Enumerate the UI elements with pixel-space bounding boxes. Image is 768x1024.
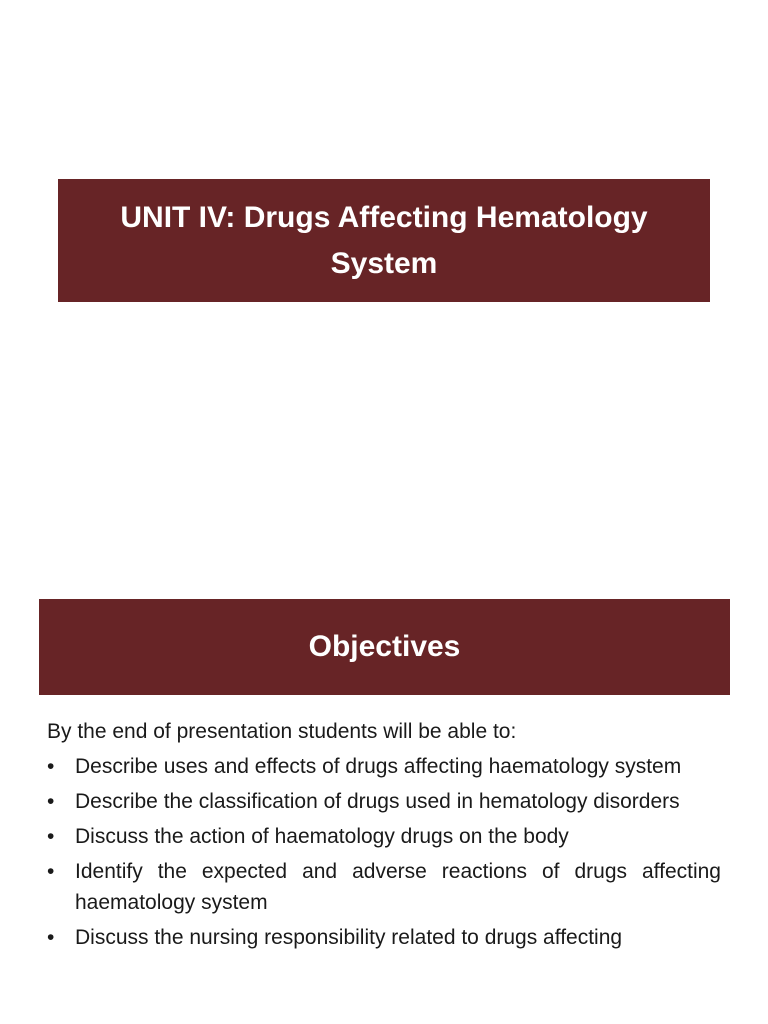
bullet-icon: • (47, 860, 55, 883)
list-item (47, 922, 721, 953)
objectives-list (47, 751, 721, 953)
list-item (47, 751, 721, 782)
list-item-text: Identify the expected and adverse reactions of drugs affecting haematology system (75, 860, 721, 914)
objectives-intro: By the end of presentation students will be able to: (47, 720, 517, 743)
list-item-text: Describe uses and effects of drugs affecting haematology system (75, 755, 682, 778)
bullet-icon: • (47, 926, 55, 949)
slide-title: UNIT IV: Drugs Affecting Hematology System (120, 200, 648, 280)
list-item-text: Discuss the nursing responsibility related to drugs affecting (75, 926, 623, 949)
list-item-text: Describe the classification of drugs used in hematology disorders (75, 790, 680, 813)
list-item-text: Discuss the action of haematology drugs on the body (75, 825, 569, 848)
bullet-icon: • (47, 755, 55, 778)
objectives-heading: Objectives (308, 630, 461, 663)
title-banner (58, 179, 710, 302)
bullet-icon: • (47, 790, 55, 813)
list-item (47, 856, 721, 918)
list-item (47, 786, 721, 817)
bullet-icon: • (47, 825, 55, 848)
objectives-slide (0, 576, 768, 1024)
list-item (47, 821, 721, 852)
objectives-banner (39, 599, 730, 695)
objectives-content (47, 716, 721, 957)
